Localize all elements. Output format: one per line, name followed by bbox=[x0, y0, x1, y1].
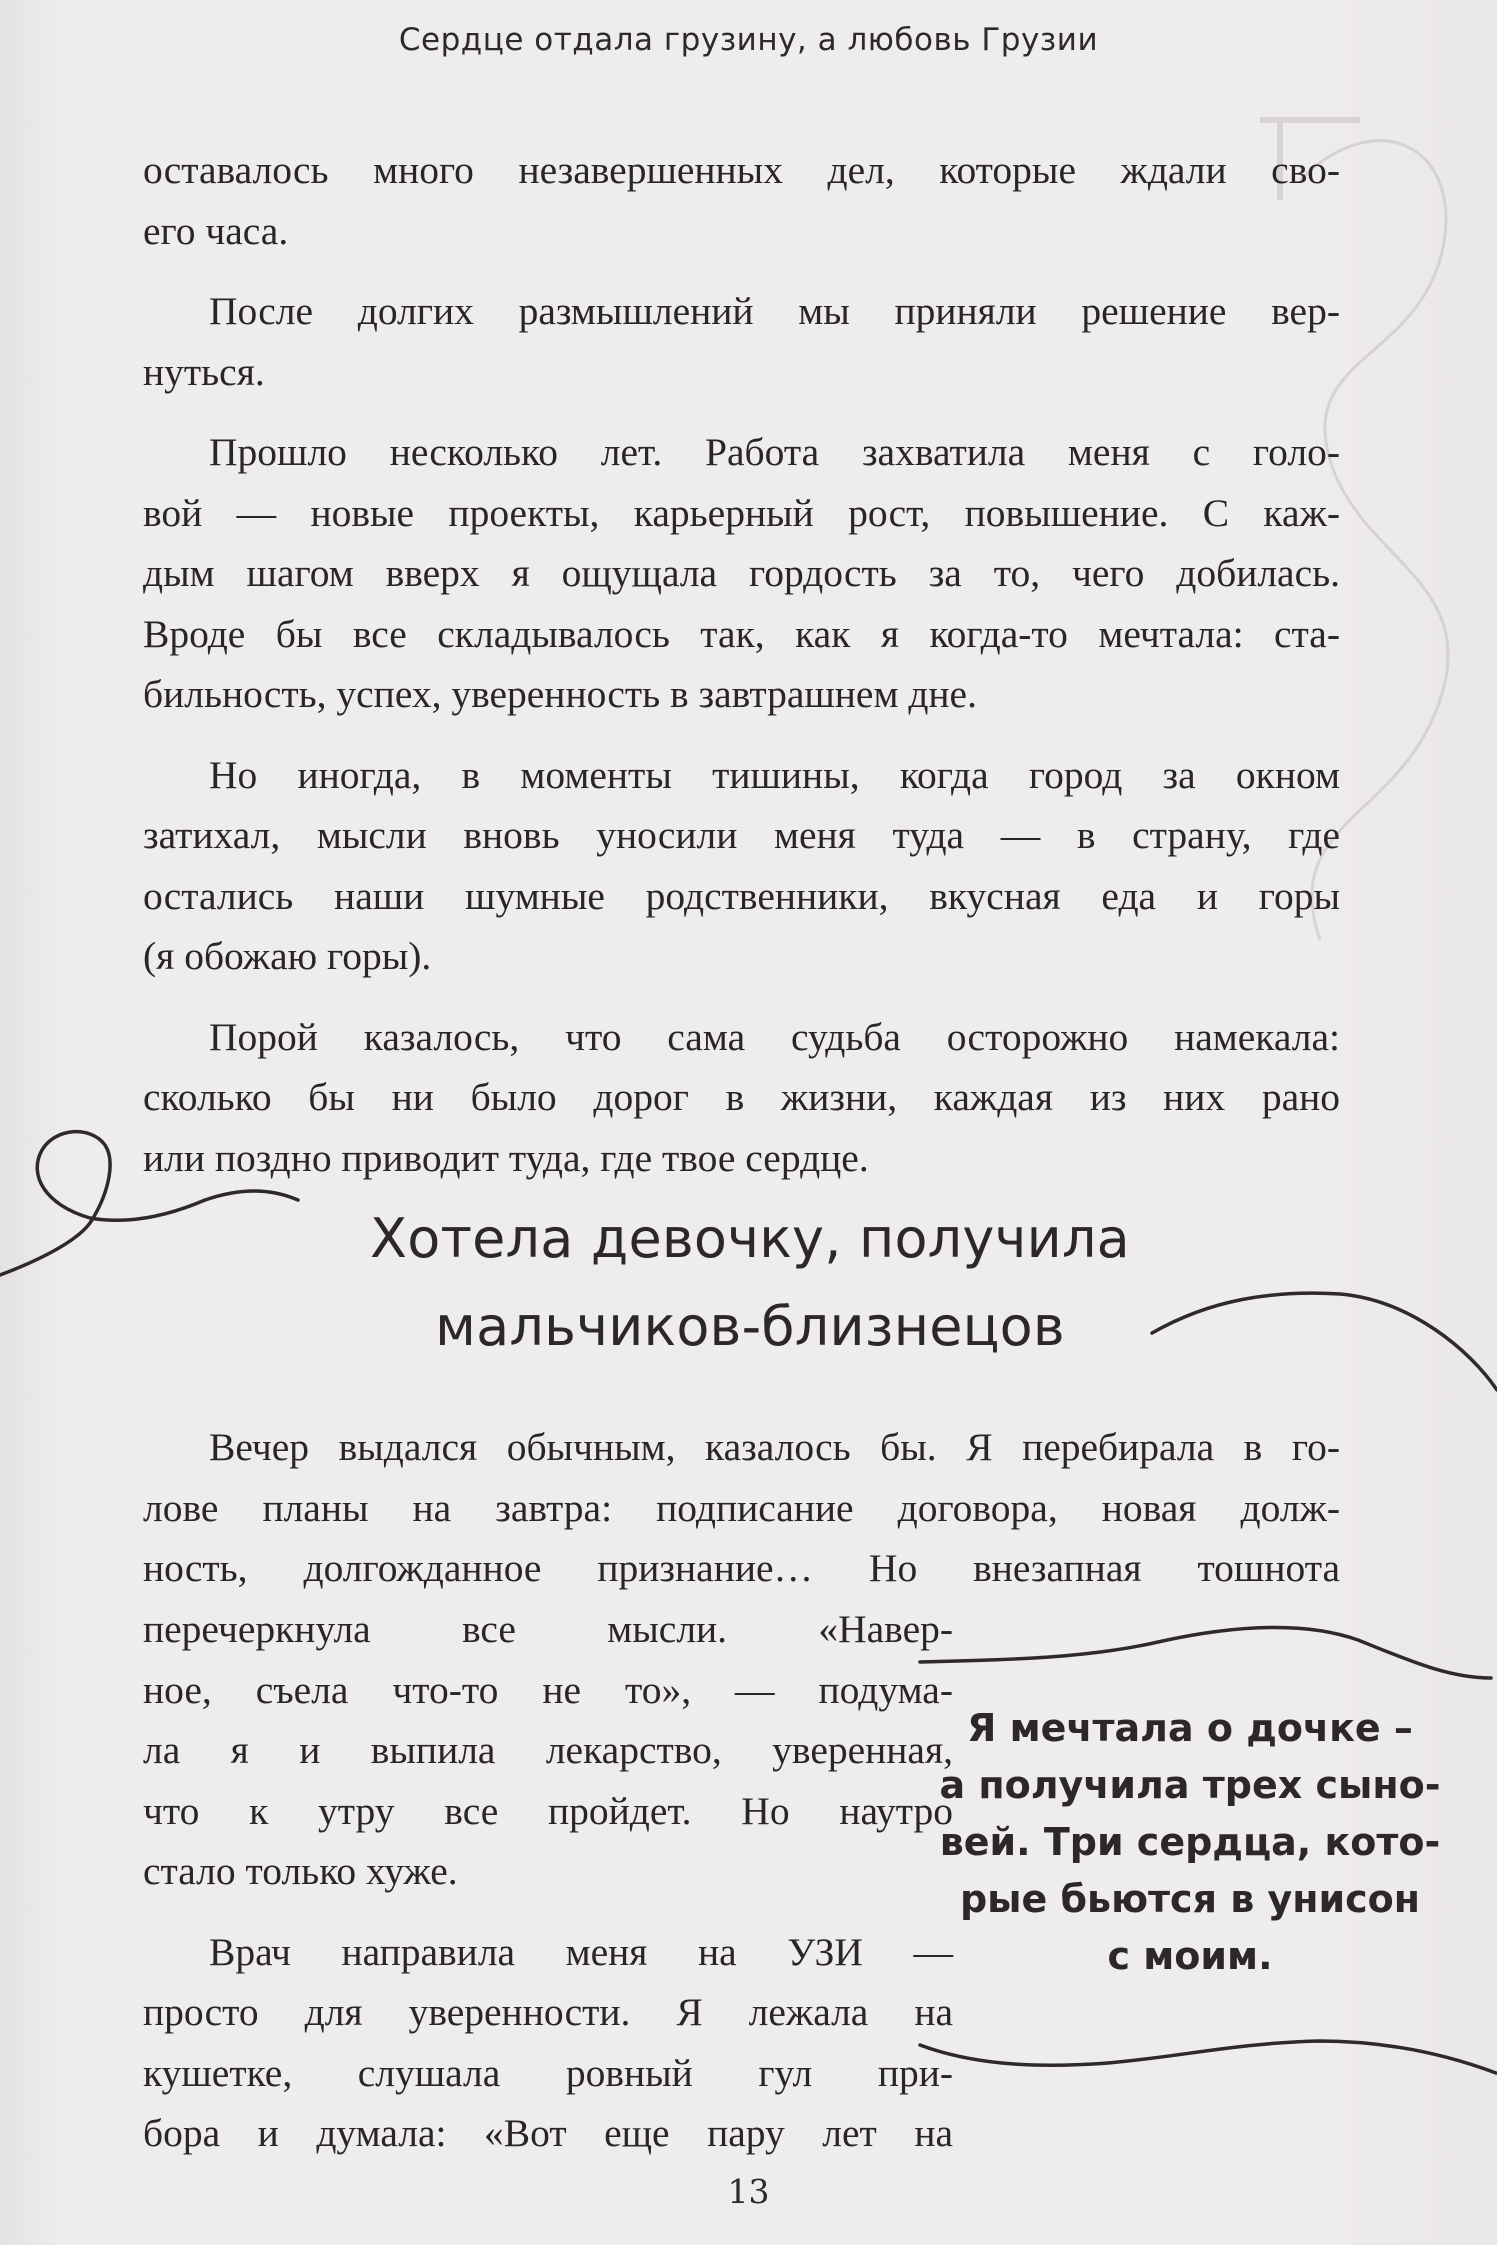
text-line: Но иногда, в моменты тишины, когда город за окном bbox=[209, 752, 1340, 797]
heading-line: Хотела девочку, получила bbox=[370, 1207, 1130, 1270]
text-line: ное, съела что-то не то», — подума- bbox=[143, 1667, 953, 1712]
text-line: вой — новые проекты, карьерный рост, повышение. С каж- bbox=[143, 490, 1340, 535]
text-line: оставалось много незавершенных дел, которые ждали сво- bbox=[143, 148, 1340, 192]
paragraph bbox=[143, 1417, 1340, 1599]
page-number: 13 bbox=[727, 2172, 770, 2211]
pull-quote-line: с моим. bbox=[1107, 1934, 1273, 1978]
text-line: просто для уверенности. Я лежала на bbox=[143, 1990, 953, 2034]
text-line: лове планы на завтра: подписание договора, новая долж- bbox=[143, 1485, 1340, 1530]
text-line: сколько бы ни было дорог в жизни, каждая из них рано bbox=[143, 1075, 1340, 1119]
text-line: его часа. bbox=[143, 208, 289, 253]
text-line: или поздно приводит туда, где твое сердце. bbox=[143, 1135, 869, 1180]
pull-quote-line: а получила трех сыно- bbox=[939, 1763, 1441, 1807]
text-line: затихал, мысли вновь уносили меня туда — в страну, где bbox=[143, 813, 1340, 857]
text-line: Вроде бы все складывалось так, как я когда-то мечтала: ста- bbox=[143, 611, 1340, 656]
text-line: стало только хуже. bbox=[143, 1849, 458, 1893]
text-line: кушетке, слушала ровный гул при- bbox=[143, 2050, 953, 2095]
heading-line: мальчиков-близнецов bbox=[435, 1295, 1065, 1358]
text-line: ность, долгожданное признание… Но внезапная тошнота bbox=[143, 1546, 1340, 1590]
pull-quote bbox=[920, 1700, 1460, 1985]
text-line: что к утру все пройдет. Но наутро bbox=[143, 1788, 953, 1833]
pull-quote-bottom-wave-icon bbox=[918, 2035, 1497, 2085]
text-line: дым шагом вверх я ощущала гордость за то, чего добилась. bbox=[143, 551, 1340, 595]
pull-quote-line: вей. Три сердца, кото- bbox=[939, 1820, 1441, 1864]
body-text-section-2 bbox=[143, 1417, 1340, 1599]
text-line: Врач направила меня на УЗИ — bbox=[209, 1929, 953, 1974]
body-text-section-1 bbox=[143, 140, 1340, 1208]
text-line: Прошло несколько лет. Работа захватила меня с голо- bbox=[209, 430, 1340, 474]
text-line: бора и думала: «Вот еще пару лет на bbox=[143, 2111, 953, 2155]
text-line: бильность, успех, уверенность в завтрашнем дне. bbox=[143, 672, 977, 716]
paragraph bbox=[143, 1922, 953, 2164]
body-text-column bbox=[143, 1599, 953, 2184]
paragraph bbox=[143, 422, 1340, 725]
text-line: Вечер выдался обычным, казалось бы. Я перебирала в го- bbox=[209, 1425, 1340, 1469]
paragraph bbox=[143, 1599, 953, 1902]
text-line: После долгих размышлений мы приняли решение вер- bbox=[209, 289, 1340, 333]
text-line: Порой казалось, что сама судьба осторожно намекала: bbox=[209, 1014, 1340, 1059]
section-heading bbox=[160, 1195, 1340, 1371]
paragraph bbox=[143, 140, 1340, 261]
pull-quote-line: рые бьются в унисон bbox=[959, 1877, 1421, 1921]
text-line: перечеркнула все мысли. «Навер- bbox=[143, 1607, 953, 1651]
text-line: (я обожаю горы). bbox=[143, 934, 432, 978]
text-line: остались наши шумные родственники, вкусная еда и горы bbox=[143, 873, 1340, 918]
text-line: ла я и выпила лекарство, уверенная, bbox=[143, 1728, 953, 1772]
running-head: Сердце отдала грузину, а любовь Грузии bbox=[398, 22, 1099, 58]
paragraph bbox=[143, 745, 1340, 987]
text-line: нуться. bbox=[143, 349, 265, 394]
pull-quote-line: Я мечтала о дочке – bbox=[967, 1706, 1413, 1750]
pull-quote-top-wave-icon bbox=[918, 1620, 1493, 1680]
paragraph bbox=[143, 281, 1340, 402]
paragraph bbox=[143, 1007, 1340, 1189]
